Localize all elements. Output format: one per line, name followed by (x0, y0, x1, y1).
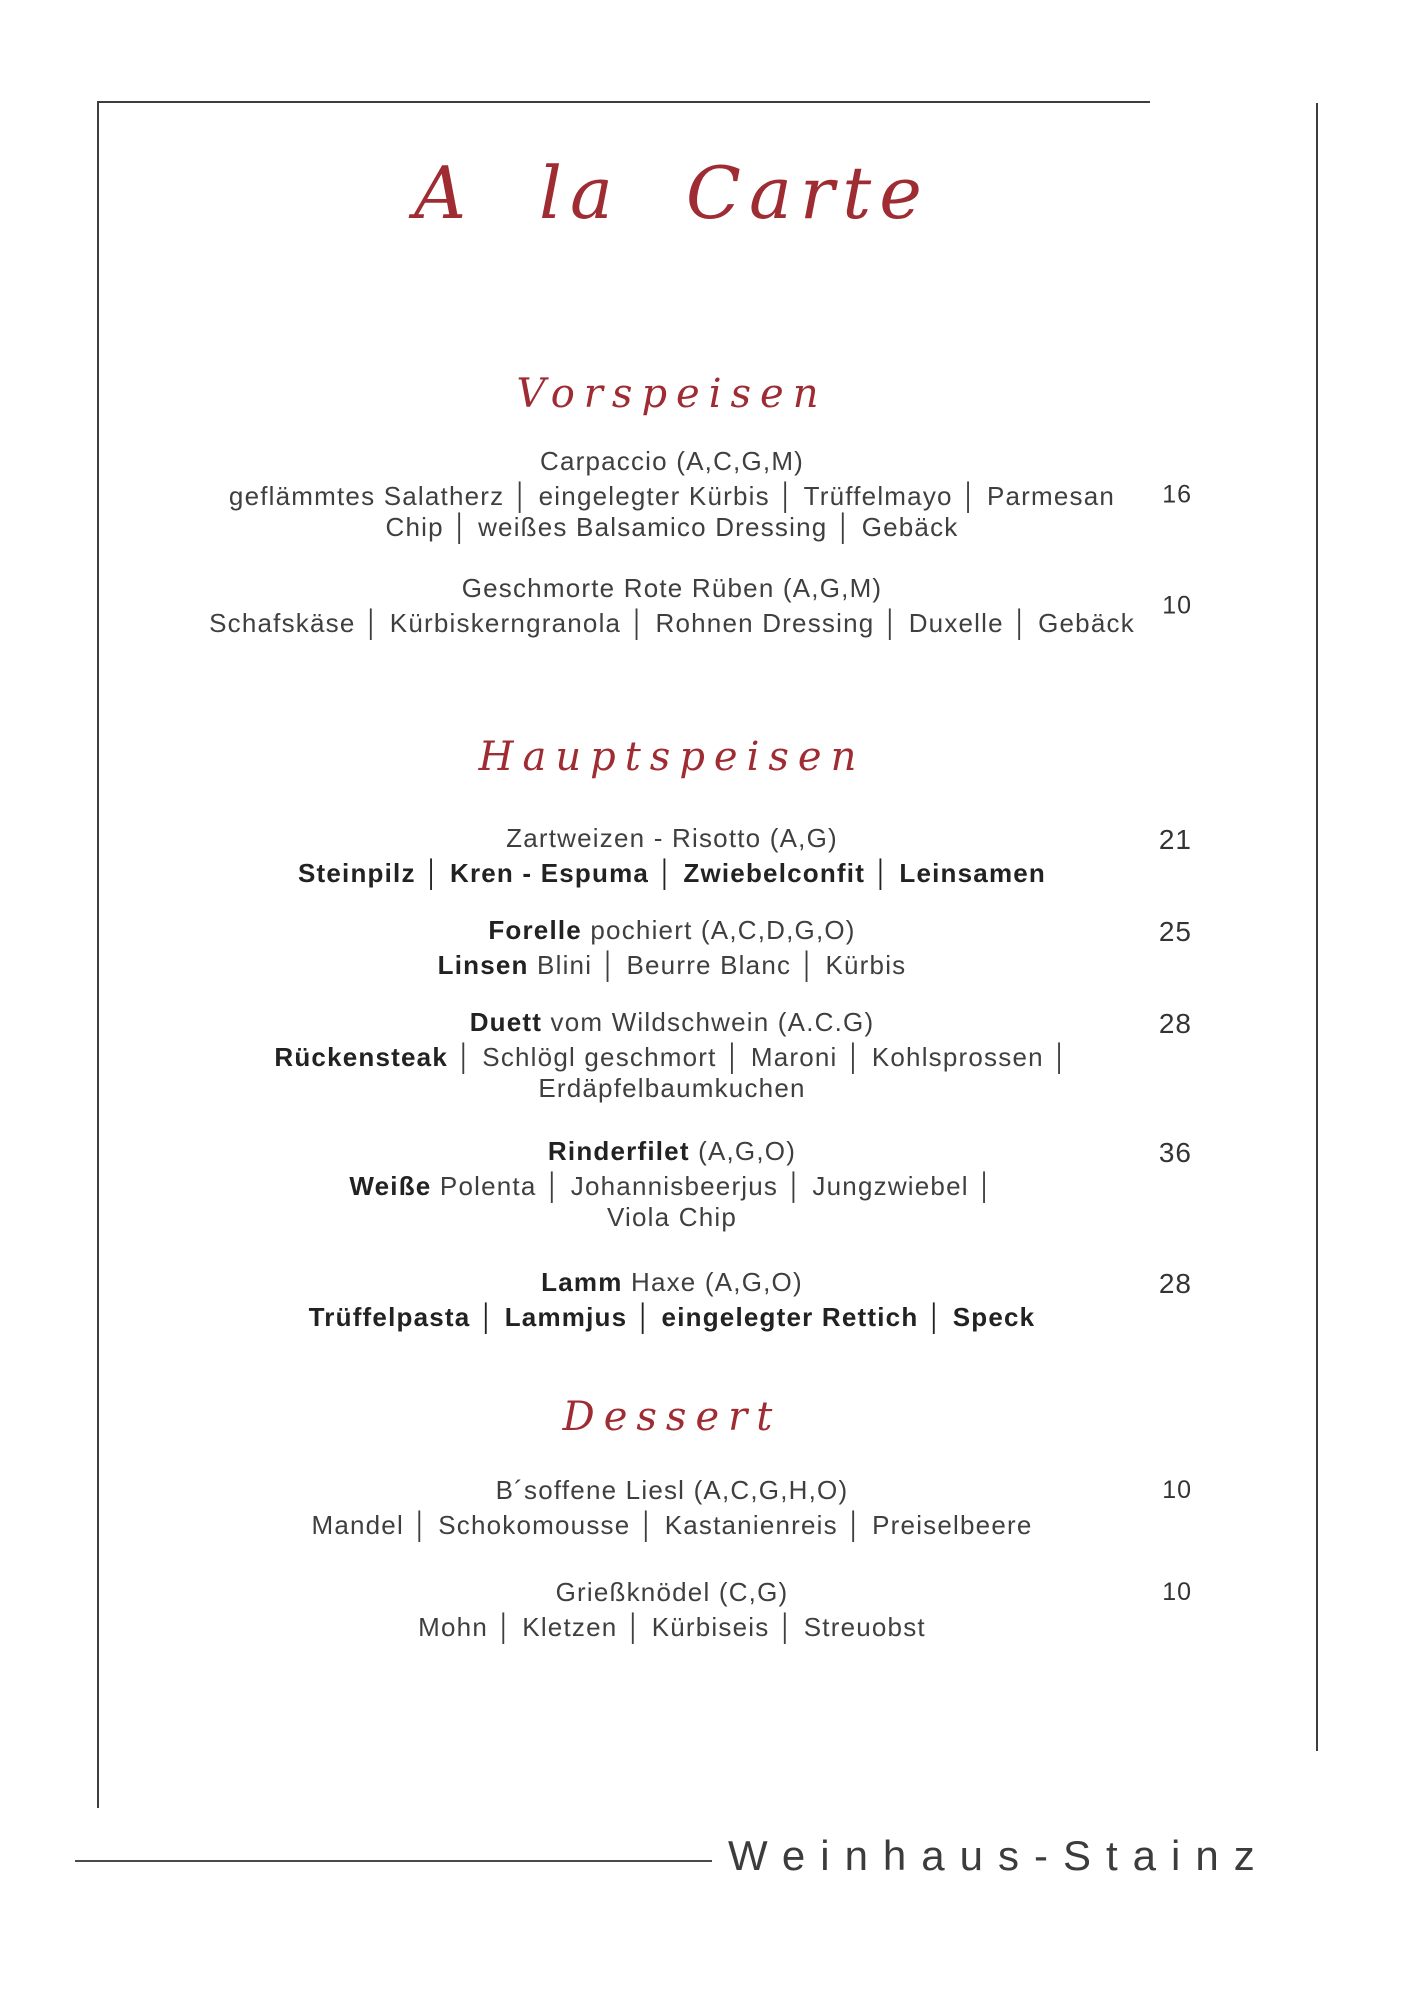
description-bold: Steinpilz │ Kren - Espuma │ Zwiebelconfit │ Leinsamen (297, 857, 1047, 888)
menu-item-lamm-haxe (112, 1267, 1232, 1333)
menu-title: A la Carte (414, 151, 930, 235)
dish-name (112, 1267, 1232, 1298)
dish-name (112, 1136, 1232, 1167)
dish-description-line (112, 608, 1232, 639)
menu-item-forelle (112, 915, 1232, 981)
price: 25 (1158, 916, 1192, 948)
description-rest: Schafskäse │ Kürbiskerngranola │ Rohnen Dressing │ Duxelle │ Gebäck (209, 608, 1135, 639)
section-heading-hauptspeisen: Hauptspeisen (478, 734, 866, 781)
dish-name-rest: Grießknödel (C,G) (555, 1576, 789, 1607)
menu-item-rote-rueben (112, 573, 1232, 639)
menu-item-duett-wildschwein (112, 1007, 1232, 1104)
dish-name (112, 823, 1232, 854)
dish-description-line (112, 858, 1232, 889)
dish-description-line (112, 1073, 1232, 1104)
dish-name-rest: Haxe (A,G,O) (622, 1267, 803, 1298)
price: 28 (1158, 1268, 1192, 1300)
dish-description-line (112, 1171, 1232, 1202)
description-rest: Mandel │ Schokomousse │ Kastanienreis │ Preiselbeere (311, 1509, 1033, 1540)
price: 10 (1162, 1475, 1192, 1504)
dish-name (112, 1007, 1232, 1038)
description-bold: Weiße (349, 1170, 432, 1201)
dish-description-line (112, 1510, 1232, 1541)
description-bold: Linsen (437, 949, 529, 980)
dish-name-rest: vom Wildschwein (A.C.G) (542, 1007, 875, 1038)
dish-name (112, 573, 1232, 604)
dish-name-bold: Duett (469, 1007, 543, 1038)
description-rest: Polenta │ Johannisbeerjus │ Jungzwiebel │ (431, 1170, 995, 1201)
dish-name (112, 1577, 1232, 1608)
dish-description-line (112, 481, 1232, 512)
dish-name-rest: pochiert (A,C,D,G,O) (581, 915, 856, 946)
price: 16 (1162, 480, 1192, 509)
price: 28 (1158, 1008, 1192, 1040)
dish-name (112, 915, 1232, 946)
dish-name-bold: Lamm (541, 1267, 623, 1298)
price: 10 (1162, 591, 1192, 620)
footer-divider-line (75, 1860, 712, 1862)
dish-name-bold: Forelle (488, 915, 582, 946)
brand-name: Weinhaus-Stainz (728, 1832, 1270, 1879)
menu-item-zartweizen-risotto (112, 823, 1232, 889)
description-rest: Viola Chip (606, 1201, 738, 1232)
dish-name (112, 446, 1232, 477)
price: 36 (1158, 1137, 1192, 1169)
dish-description-line (112, 1202, 1232, 1233)
description-rest: geflämmtes Salatherz │ eingelegter Kürbis │ Trüffelmayo │ Parmesan (228, 481, 1116, 512)
description-rest: │ Schlögl geschmort │ Maroni │ Kohlsprossen │ (447, 1041, 1070, 1072)
border-left-line (97, 101, 99, 1808)
dish-name-rest: Geschmorte Rote Rüben (A,G,M) (461, 573, 883, 604)
border-right-line (1316, 103, 1318, 1751)
menu-item-carpaccio (112, 446, 1232, 543)
dish-description-line (112, 1042, 1232, 1073)
dish-name-rest: B´soffene Liesl (A,C,G,H,O) (495, 1474, 849, 1505)
menu-item-griessknoedel (112, 1577, 1232, 1643)
description-bold: Rückensteak (274, 1041, 448, 1072)
price: 21 (1158, 824, 1192, 856)
menu-item-bsoffene-liesl (112, 1475, 1232, 1541)
dish-name-rest: Zartweizen - Risotto (A,G) (506, 823, 838, 854)
description-rest: Mohn │ Kletzen │ Kürbiseis │ Streuobst (418, 1611, 926, 1642)
price: 10 (1162, 1577, 1192, 1606)
dish-name-bold: Rinderfilet (547, 1136, 690, 1167)
description-bold: Trüffelpasta │ Lammjus │ eingelegter Rettich │ Speck (308, 1301, 1036, 1332)
description-rest: Erdäpfelbaumkuchen (538, 1072, 806, 1103)
dish-description-line (112, 950, 1232, 981)
section-heading-dessert: Dessert (562, 1393, 782, 1440)
section-heading-vorspeisen: Vorspeisen (516, 371, 828, 418)
dish-name-rest: Carpaccio (A,C,G,M) (539, 446, 805, 477)
description-rest: Blini │ Beurre Blanc │ Kürbis (528, 949, 907, 980)
dish-description-line (112, 1302, 1232, 1333)
menu-content (112, 0, 1232, 1643)
dish-name (112, 1475, 1232, 1506)
dish-description-line (112, 512, 1232, 543)
menu-item-rinderfilet (112, 1136, 1232, 1233)
dish-description-line (112, 1612, 1232, 1643)
dish-name-rest: (A,G,O) (689, 1136, 797, 1167)
description-rest: Chip │ weißes Balsamico Dressing │ Gebäck (385, 512, 959, 543)
